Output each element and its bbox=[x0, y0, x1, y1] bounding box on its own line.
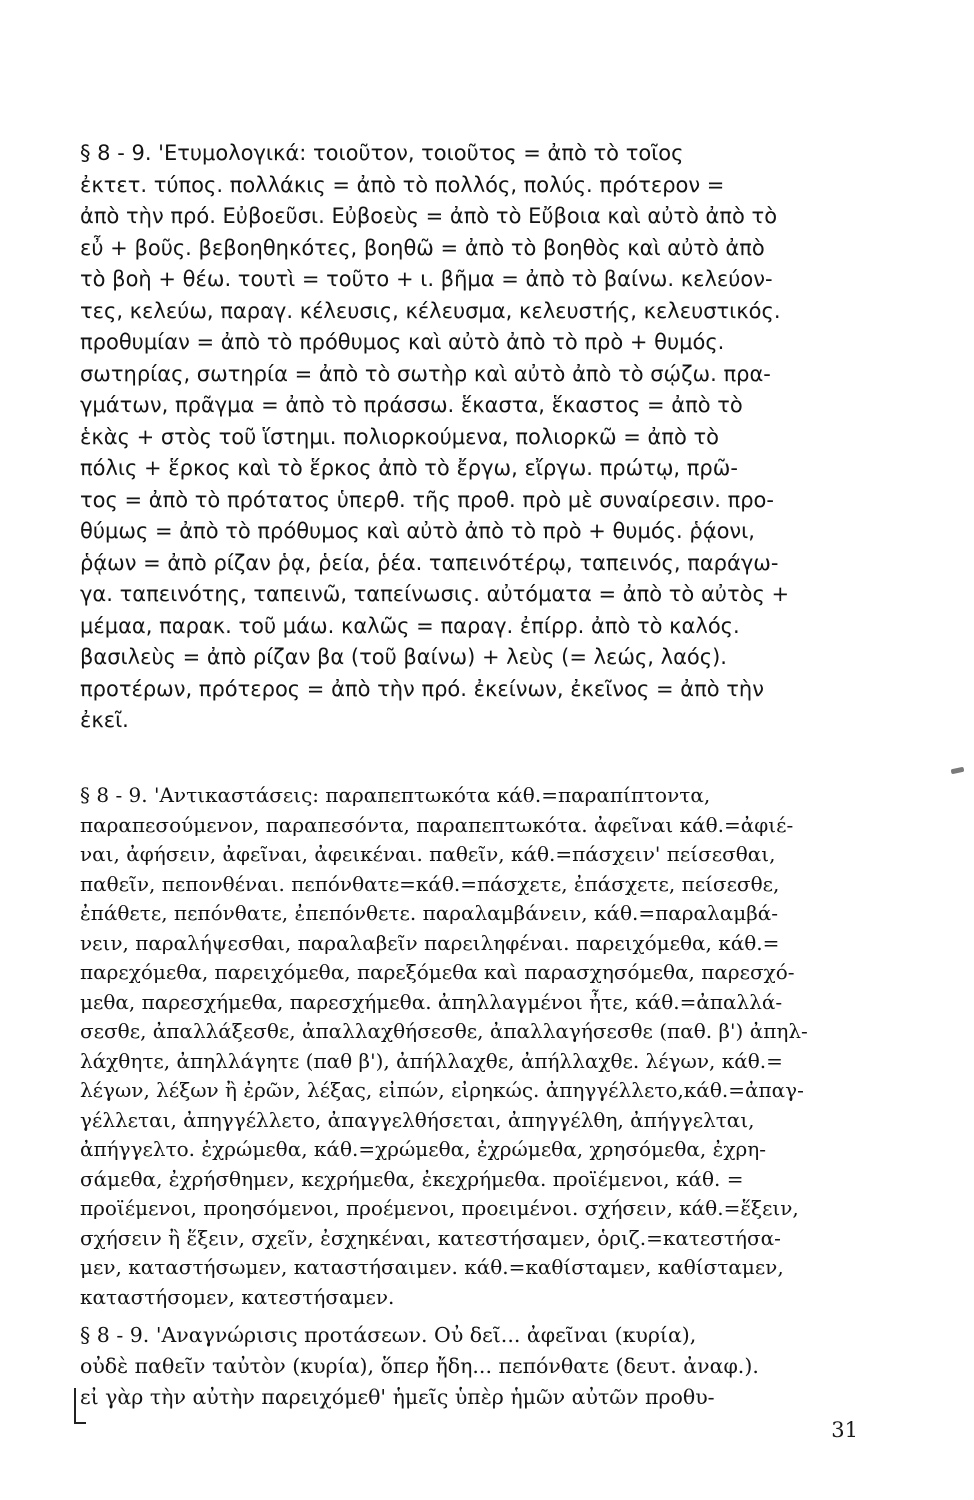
etymology-section bbox=[80, 138, 870, 737]
text-line: ἐκεῖ. bbox=[80, 708, 129, 732]
text-line: τος = ἀπὸ τὸ πρότατος ὑπερθ. τῆς προθ. πρὸ μὲ συναίρεσιν. προ- bbox=[80, 487, 774, 512]
text-line: γέλλεται, ἀπηγγέλλετο, ἀπαγγελθήσεται, ἀπηγγέλθη, ἀπήγγελται, bbox=[80, 1107, 755, 1132]
text-line: παρεχόμεθα, παρειχόμεθα, παρεξόμεθα καὶ παρασχησόμεθα, παρεσχό- bbox=[80, 960, 795, 984]
text-line: ῥᾴων = ἀπὸ ρίζαν ῥᾳ, ῥεία, ῥέα. ταπεινότέρῳ, ταπεινός, παράγω- bbox=[80, 550, 779, 575]
text-line: πόλις + ἕρκος καὶ τὸ ἕρκος ἀπὸ τὸ ἔργω, εἴργω. πρώτῳ, πρῶ- bbox=[80, 456, 738, 480]
text-line: προϊέμενοι, προησόμενοι, προέμενοι, προειμένοι. σχήσειν, κάθ.=ἕξειν, bbox=[80, 1196, 799, 1220]
substitutions-section bbox=[80, 781, 870, 1312]
sentence-recognition-section bbox=[80, 1320, 870, 1413]
text-line: λάχθητε, ἀπηλλάγητε (παθ β'), ἀπήλλαχθε, ἀπήλλαχθε. λέγων, κάθ.= bbox=[80, 1048, 783, 1073]
text-line: προθυμίαν = ἀπὸ τὸ πρόθυμος καὶ αὐτὸ ἀπὸ τὸ πρὸ + θυμός. bbox=[80, 330, 725, 354]
text-line: § 8 - 9. 'Ετυμολογικά: τοιοῦτον, τοιοῦτος = ἀπὸ τὸ τοῖος bbox=[80, 141, 684, 165]
text-line: μεθα, παρεσχήμεθα, παρεσχήμεθα. ἀπηλλαγμένοι ἦτε, κάθ.=ἀπαλλά- bbox=[80, 989, 783, 1014]
text-line: τες, κελεύω, παραγ. κέλευσις, κέλευσμα, κελευστής, κελευστικός. bbox=[80, 298, 781, 323]
text-line: τὸ βοὴ + θέω. τουτὶ = τοῦτο + ι. βῆμα = ἀπὸ τὸ βαίνω. κελεύον- bbox=[80, 267, 773, 291]
text-line: § 8 - 9. 'Αναγνώρισις προτάσεων. Οὐ δεῖ... ἀφεῖναι (κυρία), bbox=[80, 1323, 697, 1347]
text-line: σάμεθα, ἐχρήσθημεν, κεχρήμεθα, ἐκεχρήμεθα. προϊέμενοι, κάθ. = bbox=[80, 1166, 744, 1191]
text-line: μέμαα, παρακ. τοῦ μάω. καλῶς = παραγ. ἐπίρρ. ἀπὸ τὸ καλός. bbox=[80, 613, 740, 638]
text-line: θύμως = ἀπὸ τὸ πρόθυμος καὶ αὐτὸ ἀπὸ τὸ πρὸ + θυμός. ῥᾴονι, bbox=[80, 519, 755, 543]
margin-bracket-mark bbox=[74, 1388, 86, 1424]
text-line: νειν, παραλήψεσθαι, παραλαβεῖν παρειληφέναι. παρειχόμεθα, κάθ.= bbox=[80, 930, 780, 955]
text-line: ἐπάθετε, πεπόνθατε, ἐπεπόνθετε. παραλαμβάνειν, κάθ.=παραλαμβά- bbox=[80, 901, 779, 925]
text-line: βασιλεὺς = ἀπὸ ρίζαν βα (τοῦ βαίνω) + λεὺς (= λεώς, λαός). bbox=[80, 645, 727, 669]
text-line: σεσθε, ἀπαλλάξεσθε, ἀπαλλαχθήσεσθε, ἀπαλλαγήσεσθε (παθ. β') ἀπηλ- bbox=[80, 1019, 808, 1043]
text-line: § 8 - 9. 'Αντικαστάσεις: παραπεπτωκότα κάθ.=παραπίπτοντα, bbox=[80, 783, 711, 807]
text-line: ἑκὰς + στὸς τοῦ ἵστημι. πολιορκούμενα, πολιορκῶ = ἀπὸ τὸ bbox=[80, 424, 719, 449]
text-line: λέγων, λέξων ἢ ἐρῶν, λέξας, εἰπών, εἰρηκώς. ἀπηγγέλλετο,κάθ.=ἀπαγ- bbox=[80, 1078, 804, 1102]
text-line: οὐδὲ παθεῖν ταὐτὸν (κυρία), ὅπερ ἤδη... πεπόνθατε (δευτ. ἀναφ.). bbox=[80, 1354, 759, 1378]
text-line: γμάτων, πρᾶγμα = ἀπὸ τὸ πράσσω. ἕκαστα, ἕκαστος = ἀπὸ τὸ bbox=[80, 393, 743, 417]
text-line: καταστήσομεν, κατεστήσαμεν. bbox=[80, 1284, 395, 1309]
text-line: σχήσειν ἢ ἕξειν, σχεῖν, ἐσχηκέναι, κατεστήσαμεν, ὁριζ.=κατεστήσα- bbox=[80, 1225, 781, 1250]
text-line: εὖ + βοῦς. βεβοηθηκότες, βοηθῶ = ἀπὸ τὸ βοηθὸς καὶ αὐτὸ ἀπὸ bbox=[80, 235, 765, 260]
scan-speck bbox=[951, 767, 965, 775]
text-line: παραπεσούμενον, παραπεσόντα, παραπεπτωκότα. ἀφεῖναι κάθ.=ἀφιέ- bbox=[80, 812, 794, 837]
text-line: σωτηρίας, σωτηρία = ἀπὸ τὸ σωτὴρ καὶ αὐτὸ ἀπὸ τὸ σῴζω. πρα- bbox=[80, 361, 771, 386]
text-line: γα. ταπεινότης, ταπεινῶ, ταπείνωσις. αὐτόματα = ἀπὸ τὸ αὐτὸς + bbox=[80, 582, 790, 606]
page-number: 31 bbox=[831, 1418, 858, 1442]
text-line: προτέρων, πρότερος = ἀπὸ τὴν πρό. ἐκείνων, ἐκεῖνος = ἀπὸ τὴν bbox=[80, 676, 764, 701]
text-line: παθεῖν, πεπονθέναι. πεπόνθατε=κάθ.=πάσχετε, ἐπάσχετε, πείσεσθε, bbox=[80, 871, 780, 896]
text-line: μεν, καταστήσωμεν, καταστήσαιμεν. κάθ.=καθίσταμεν, καθίσταμεν, bbox=[80, 1255, 784, 1279]
text-line: ἀπήγγελτο. ἐχρώμεθα, κάθ.=χρώμεθα, ἐχρώμεθα, χρησόμεθα, ἐχρη- bbox=[80, 1137, 766, 1161]
text-line: εἰ γὰρ τὴν αὐτὴν παρειχόμεθ' ἡμεῖς ὑπὲρ ἡμῶν αὐτῶν προθυ- bbox=[80, 1385, 715, 1409]
text-line: ἀπὸ τὴν πρό. Εὐβοεῦσι. Εὐβοεὺς = ἀπὸ τὸ Εὔβοια καὶ αὐτὸ ἀπὸ τὸ bbox=[80, 204, 778, 228]
text-line: ἐκτετ. τύπος. πολλάκις = ἀπὸ τὸ πολλός, πολύς. πρότερον = bbox=[80, 172, 725, 197]
text-line: ναι, ἀφήσειν, ἀφεῖναι, ἀφεικέναι. παθεῖν, κάθ.=πάσχειν' πείσεσθαι, bbox=[80, 842, 776, 866]
